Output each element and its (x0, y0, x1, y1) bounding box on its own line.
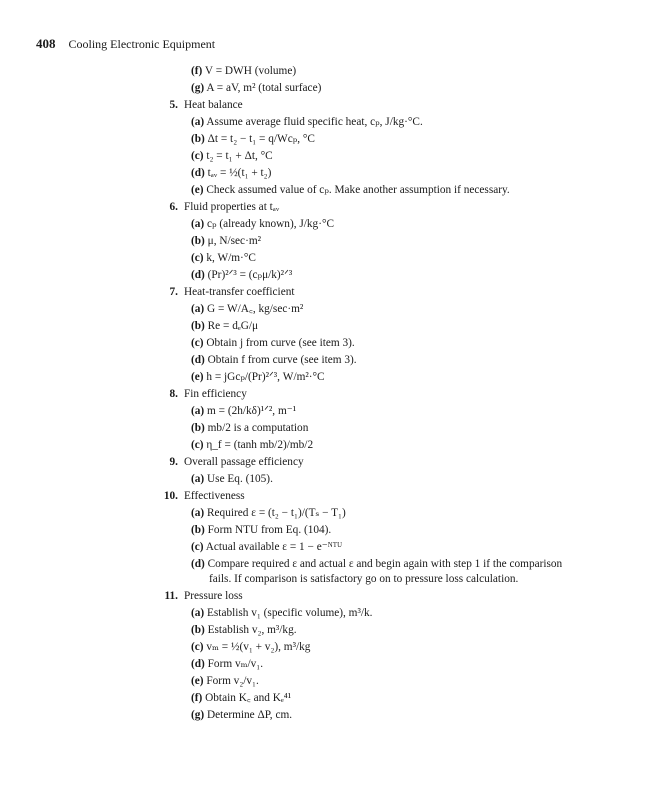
list-item (191, 319, 621, 333)
list-item (191, 540, 621, 554)
item-text: G = W/A꜀, kg/sec·m² (204, 303, 304, 315)
item-label: (a) (191, 303, 205, 315)
item-text: Form NTU from Eq. (104). (204, 524, 332, 536)
item-text: Required ε = (t₂ − t₁)/(Tₛ − T₁) (204, 507, 346, 519)
item-label: (a) (191, 473, 205, 485)
list-item (191, 81, 621, 95)
item-text: h = jGcₚ/(Pr)²ᐟ³, W/m²·°C (203, 371, 325, 383)
list-item (191, 183, 621, 197)
item-continuation: fails. If comparison is satisfactory go on to pressure loss calculation. (209, 573, 519, 585)
item-label: (a) (191, 607, 205, 619)
item-text: Obtain K꜀ and Kₑ⁴¹ (202, 692, 292, 704)
item-label: (c) (191, 641, 204, 653)
item-label: (d) (191, 269, 205, 281)
list-item (191, 708, 621, 722)
item-text: Use Eq. (105). (204, 473, 273, 485)
item-label: (e) (191, 371, 204, 383)
section-title: Effectiveness (184, 490, 245, 502)
list-item (191, 674, 621, 688)
item-label: (e) (191, 184, 204, 196)
list-item (191, 472, 621, 486)
item-label: (g) (191, 709, 205, 721)
item-label: (b) (191, 235, 205, 247)
section-title: Fin efficiency (184, 388, 247, 400)
item-label: (b) (191, 422, 205, 434)
item-label: (a) (191, 218, 205, 230)
item-label: (c) (191, 150, 204, 162)
item-label: (c) (191, 541, 204, 553)
list-item (191, 623, 621, 637)
item-text: Re = dₑG/μ (204, 320, 259, 332)
item-text: V = DWH (volume) (202, 65, 297, 77)
section-number: 11. (164, 590, 178, 602)
item-text: Form v₂/v₁. (203, 675, 259, 687)
item-label: (d) (191, 354, 205, 366)
item-text: Check assumed value of cₚ. Make another assumption if necessary. (203, 184, 510, 196)
item-text: k, W/m·°C (203, 252, 256, 264)
item-text: A = aV, m² (total surface) (204, 82, 322, 94)
item-label: (e) (191, 675, 204, 687)
item-text: Determine ΔP, cm. (204, 709, 293, 721)
item-text: tₐᵥ = ½(t₁ + t₂) (204, 167, 272, 179)
item-text: t₂ = t₁ + Δt, °C (203, 150, 273, 162)
item-text: Establish v₂, m³/kg. (204, 624, 297, 636)
list-item (191, 370, 621, 384)
item-label: (a) (191, 507, 205, 519)
item-label: (f) (191, 65, 203, 77)
list-item (191, 523, 621, 537)
list-item (191, 268, 621, 282)
section-number: 9. (169, 456, 178, 468)
list-item (191, 640, 621, 654)
section-number: 5. (169, 99, 178, 111)
item-text: Form vₘ/v₁. (204, 658, 264, 670)
list-item (191, 149, 621, 163)
list-item (191, 438, 621, 452)
item-label: (b) (191, 624, 205, 636)
item-label: (c) (191, 252, 204, 264)
list-item (191, 336, 621, 350)
list-item (191, 606, 621, 620)
list-item (191, 64, 621, 78)
item-label: (a) (191, 405, 205, 417)
list-item (191, 404, 621, 418)
running-header (36, 36, 215, 52)
item-text: η_f = (tanh mb/2)/mb/2 (203, 439, 314, 451)
list-item (191, 691, 621, 705)
item-label: (d) (191, 167, 205, 179)
list-item (191, 657, 621, 671)
list-item (191, 115, 621, 129)
item-label: (d) (191, 558, 205, 570)
list-item (191, 421, 621, 435)
section-title: Pressure loss (184, 590, 243, 602)
item-label: (d) (191, 658, 205, 670)
item-label: (a) (191, 116, 205, 128)
item-label: (f) (191, 692, 203, 704)
running-title: Cooling Electronic Equipment (68, 37, 216, 51)
list-item (191, 506, 621, 520)
item-text: μ, N/sec·m² (204, 235, 261, 247)
section-title: Heat-transfer coefficient (184, 286, 295, 298)
item-text: m = (2h/kδ)¹ᐟ², m⁻¹ (204, 405, 297, 417)
section-title: Fluid properties at tₐᵥ (184, 201, 280, 213)
list-item (191, 132, 621, 146)
list-item (191, 557, 621, 571)
item-text: Assume average fluid specific heat, cₚ, J/kg·°C. (204, 116, 423, 128)
item-text: cₚ (already known), J/kg·°C (204, 218, 335, 230)
item-label: (b) (191, 524, 205, 536)
item-text: Compare required ε and actual ε and begin again with step 1 if the comparison (204, 558, 563, 570)
item-text: (Pr)²ᐟ³ = (cₚμ/k)²ᐟ³ (204, 269, 293, 281)
list-item (191, 166, 621, 180)
item-text: Actual available ε = 1 − e⁻ᴺᵀᵁ (203, 541, 343, 553)
item-text: Δt = t₂ − t₁ = q/Wcₚ, °C (204, 133, 315, 145)
list-item (191, 353, 621, 367)
section-title: Overall passage efficiency (184, 456, 304, 468)
item-text: vₘ = ½(v₁ + v₂), m³/kg (203, 641, 311, 653)
section-title: Heat balance (184, 99, 243, 111)
section-number: 8. (169, 388, 178, 400)
list-item (191, 217, 621, 231)
item-text: Establish v₁ (specific volume), m³/k. (204, 607, 373, 619)
section-number: 10. (163, 490, 178, 502)
item-label: (b) (191, 133, 205, 145)
list-item (191, 251, 621, 265)
item-label: (c) (191, 439, 204, 451)
item-label: (c) (191, 337, 204, 349)
item-text: Obtain f from curve (see item 3). (204, 354, 357, 366)
item-text: Obtain j from curve (see item 3). (203, 337, 355, 349)
page-number: 408 (36, 36, 56, 51)
section-number: 7. (169, 286, 178, 298)
section-number: 6. (169, 201, 178, 213)
list-item (191, 234, 621, 248)
item-label: (b) (191, 320, 205, 332)
list-item (191, 302, 621, 316)
item-label: (g) (191, 82, 205, 94)
item-text: mb/2 is a computation (204, 422, 309, 434)
